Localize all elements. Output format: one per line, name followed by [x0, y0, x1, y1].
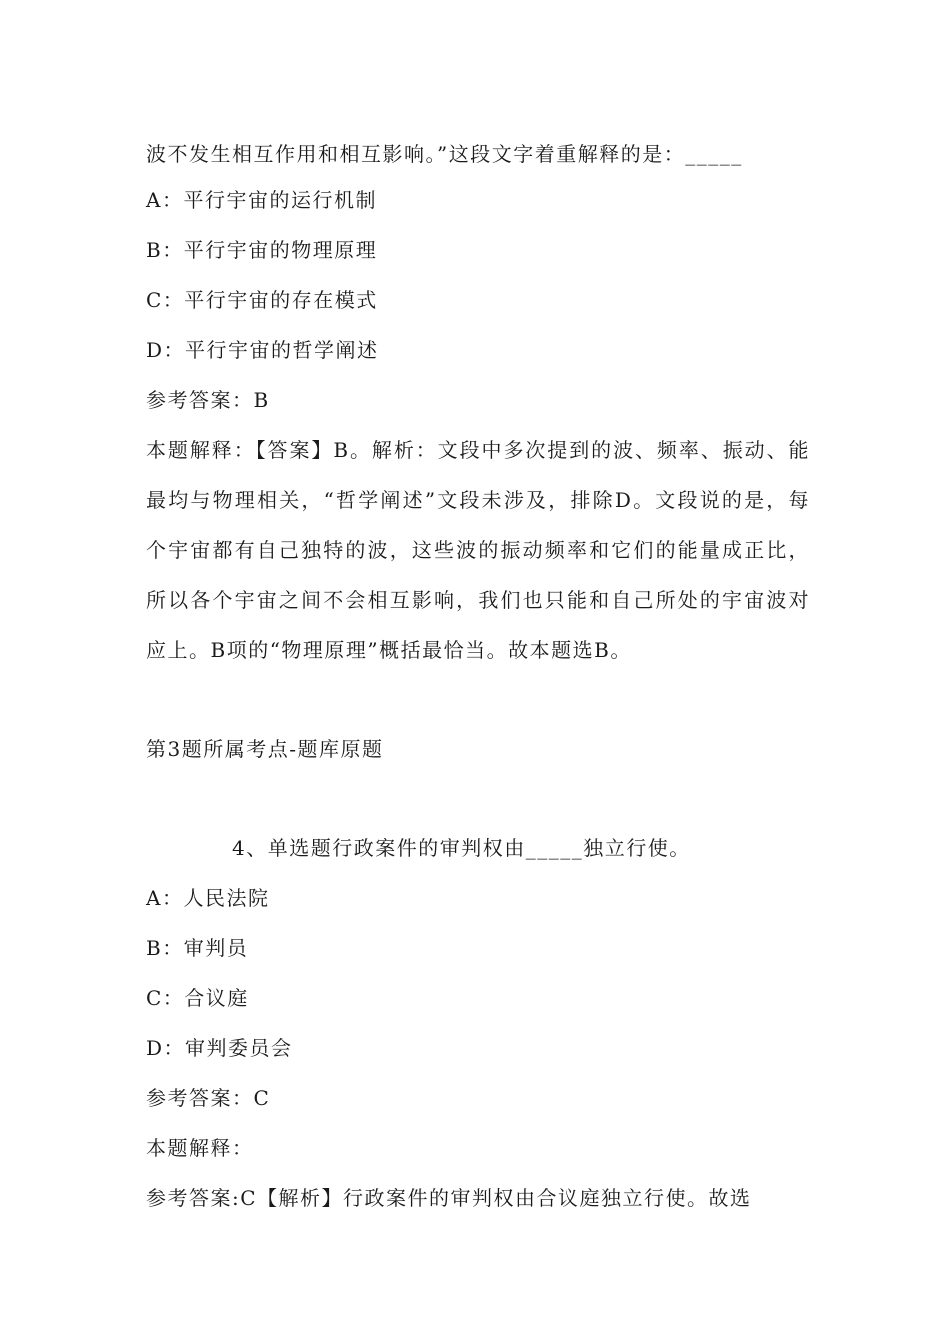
q3-option-c: C：平行宇宙的存在模式 — [146, 288, 378, 312]
q4-explanation: 参考答案:C【解析】行政案件的审判权由合议庭独立行使。故选 — [146, 1186, 752, 1210]
q3-option-b: B：平行宇宙的物理原理 — [146, 238, 378, 262]
q4-option-a: A：人民法院 — [146, 886, 270, 910]
q4-stem: 4、单选题行政案件的审判权由_____独立行使。 — [232, 836, 691, 860]
q4-answer: 参考答案：C — [146, 1086, 271, 1110]
q4-option-d: D：审判委员会 — [146, 1036, 293, 1060]
q3-stem-tail: 波不发生相互作用和相互影响。”这段文字着重解释的是：_____ — [146, 142, 743, 166]
q4-option-c: C：合议庭 — [146, 986, 249, 1010]
q3-option-a: A：平行宇宙的运行机制 — [146, 188, 377, 212]
q4-option-b: B：审判员 — [146, 936, 249, 960]
q3-option-d: D：平行宇宙的哲学阐述 — [146, 338, 379, 362]
q3-topic: 第3题所属考点-题库原题 — [146, 737, 384, 761]
q3-explanation: 本题解释：【答案】B。解析：文段中多次提到的波、频率、振动、能最均与物理相关，“哲学阐述”文段未涉及，排除D。文段说的是，每个宇宙都有自己独特的波，这些波的振动频率和它们的能量成正比，所以各个宇宙之间不会相互影响，我们也只能和自己所处的宇宙波对应上。B项的“物理原理”概括最恰当。故本题选B。 — [146, 438, 810, 662]
q3-answer: 参考答案：B — [146, 388, 270, 412]
q4-explanation-label: 本题解释： — [146, 1136, 254, 1160]
